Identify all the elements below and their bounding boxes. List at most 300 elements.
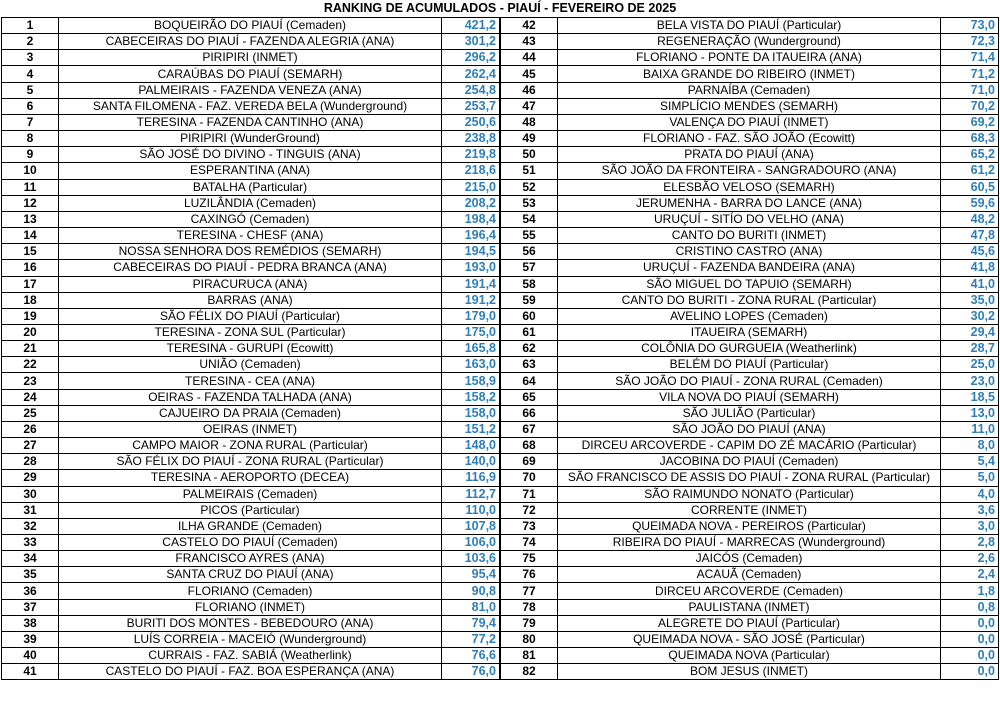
rank-position: 74: [501, 535, 558, 551]
rainfall-value: 193,0: [442, 260, 500, 276]
table-row: [501, 98, 999, 114]
rainfall-value: 70,2: [941, 98, 999, 114]
rainfall-value: 0,0: [941, 615, 999, 631]
table-row: [501, 228, 999, 244]
table-row: [2, 228, 500, 244]
table-row: [501, 648, 999, 664]
table-row: [501, 324, 999, 340]
table-row: [501, 567, 999, 583]
station-name: CANTO DO BURITI (INMET): [558, 228, 941, 244]
rank-position: 67: [501, 421, 558, 437]
rank-position: 20: [2, 324, 59, 340]
rainfall-value: 72,3: [941, 34, 999, 50]
rank-position: 80: [501, 631, 558, 647]
rainfall-value: 148,0: [442, 438, 500, 454]
station-name: BOM JESUS (INMET): [558, 664, 941, 680]
table-row: [501, 551, 999, 567]
rank-position: 82: [501, 664, 558, 680]
station-name: OEIRAS - FAZENDA TALHADA (ANA): [59, 389, 442, 405]
rainfall-value: 35,0: [941, 292, 999, 308]
rank-position: 58: [501, 276, 558, 292]
station-name: ALEGRETE DO PIAUÍ (Particular): [558, 615, 941, 631]
rank-position: 79: [501, 615, 558, 631]
station-name: BATALHA (Particular): [59, 179, 442, 195]
table-row: [2, 341, 500, 357]
rank-position: 63: [501, 357, 558, 373]
rainfall-value: 3,0: [941, 518, 999, 534]
rainfall-value: 219,8: [442, 147, 500, 163]
rank-position: 78: [501, 599, 558, 615]
rank-position: 71: [501, 486, 558, 502]
rainfall-value: 158,9: [442, 373, 500, 389]
table-row: [501, 147, 999, 163]
station-name: SÃO JULIÃO (Particular): [558, 405, 941, 421]
rank-position: 4: [2, 66, 59, 82]
rainfall-value: 163,0: [442, 357, 500, 373]
rainfall-value: 0,0: [941, 664, 999, 680]
table-row: [501, 50, 999, 66]
rainfall-value: 0,8: [941, 599, 999, 615]
rainfall-value: 110,0: [442, 502, 500, 518]
rainfall-value: 112,7: [442, 486, 500, 502]
rank-position: 17: [2, 276, 59, 292]
rank-position: 68: [501, 438, 558, 454]
rank-position: 48: [501, 114, 558, 130]
rainfall-value: 29,4: [941, 324, 999, 340]
rainfall-value: 191,4: [442, 276, 500, 292]
rank-position: 39: [2, 631, 59, 647]
station-name: PIRIPIRI (INMET): [59, 50, 442, 66]
rainfall-value: 71,2: [941, 66, 999, 82]
rainfall-value: 116,9: [442, 470, 500, 486]
rank-position: 46: [501, 82, 558, 98]
table-row: [501, 292, 999, 308]
rank-position: 5: [2, 82, 59, 98]
station-name: PICOS (Particular): [59, 502, 442, 518]
rank-position: 59: [501, 292, 558, 308]
rank-position: 77: [501, 583, 558, 599]
table-row: [2, 599, 500, 615]
table-row: [501, 179, 999, 195]
rainfall-value: 61,2: [941, 163, 999, 179]
table-row: [501, 195, 999, 211]
table-row: [501, 114, 999, 130]
station-name: ILHA GRANDE (Cemaden): [59, 518, 442, 534]
rank-position: 55: [501, 228, 558, 244]
station-name: TERESINA - GURUPI (Ecowitt): [59, 341, 442, 357]
rainfall-value: 191,2: [442, 292, 500, 308]
rank-position: 29: [2, 470, 59, 486]
rank-position: 66: [501, 405, 558, 421]
table-row: [2, 324, 500, 340]
rainfall-value: 95,4: [442, 567, 500, 583]
rank-position: 9: [2, 147, 59, 163]
station-name: QUEIMADA NOVA - SÃO JOSÉ (Particular): [558, 631, 941, 647]
station-name: FLORIANO (Cemaden): [59, 583, 442, 599]
station-name: VALENÇA DO PIAUÍ (INMET): [558, 114, 941, 130]
rainfall-value: 77,2: [442, 631, 500, 647]
rainfall-value: 69,2: [941, 114, 999, 130]
table-row: [501, 357, 999, 373]
rank-position: 45: [501, 66, 558, 82]
table-row: [2, 308, 500, 324]
table-row: [2, 631, 500, 647]
station-name: SÃO FÉLIX DO PIAUÍ (Particular): [59, 308, 442, 324]
rank-position: 60: [501, 308, 558, 324]
table-row: [2, 244, 500, 260]
station-name: DIRCEU ARCOVERDE - CAPIM DO ZÉ MACÁRIO (Particular): [558, 438, 941, 454]
rainfall-value: 151,2: [442, 421, 500, 437]
station-name: OEIRAS (INMET): [59, 421, 442, 437]
station-name: LUÍS CORREIA - MACEIÓ (Wunderground): [59, 631, 442, 647]
rank-position: 54: [501, 211, 558, 227]
rainfall-value: 198,4: [442, 211, 500, 227]
rank-position: 44: [501, 50, 558, 66]
table-row: [501, 438, 999, 454]
rainfall-value: 218,6: [442, 163, 500, 179]
table-row: [2, 438, 500, 454]
rank-position: 76: [501, 567, 558, 583]
table-row: [501, 615, 999, 631]
rainfall-value: 41,0: [941, 276, 999, 292]
rank-position: 65: [501, 389, 558, 405]
rank-position: 36: [2, 583, 59, 599]
station-name: CAJUEIRO DA PRAIA (Cemaden): [59, 405, 442, 421]
table-row: [501, 66, 999, 82]
table-row: [501, 82, 999, 98]
rank-position: 52: [501, 179, 558, 195]
table-row: [2, 470, 500, 486]
station-name: QUEIMADA NOVA - PEREIROS (Particular): [558, 518, 941, 534]
table-row: [2, 163, 500, 179]
table-row: [501, 631, 999, 647]
rainfall-value: 65,2: [941, 147, 999, 163]
rank-position: 6: [2, 98, 59, 114]
table-row: [2, 18, 500, 34]
rank-position: 57: [501, 260, 558, 276]
table-row: [501, 34, 999, 50]
rainfall-value: 23,0: [941, 373, 999, 389]
rainfall-value: 25,0: [941, 357, 999, 373]
rank-position: 34: [2, 551, 59, 567]
station-name: CANTO DO BURITI - ZONA RURAL (Particular): [558, 292, 941, 308]
table-row: [2, 195, 500, 211]
rainfall-value: 73,0: [941, 18, 999, 34]
rank-position: 73: [501, 518, 558, 534]
station-name: SÃO FRANCISCO DE ASSIS DO PIAUÍ - ZONA RURAL (Particular): [558, 470, 941, 486]
station-name: CASTELO DO PIAUÍ - FAZ. BOA ESPERANÇA (ANA): [59, 664, 442, 680]
rank-position: 42: [501, 18, 558, 34]
station-name: CABECEIRAS DO PIAUÍ - PEDRA BRANCA (ANA): [59, 260, 442, 276]
rainfall-value: 208,2: [442, 195, 500, 211]
station-name: BELA VISTA DO PIAUÍ (Particular): [558, 18, 941, 34]
station-name: SÃO MIGUEL DO TAPUIO (SEMARH): [558, 276, 941, 292]
table-row: [2, 373, 500, 389]
table-row: [501, 373, 999, 389]
rainfall-value: 18,5: [941, 389, 999, 405]
table-row: [2, 567, 500, 583]
rank-position: 27: [2, 438, 59, 454]
rank-position: 61: [501, 324, 558, 340]
rainfall-value: 301,2: [442, 34, 500, 50]
table-row: [2, 648, 500, 664]
ranking-table-left: [1, 17, 500, 680]
table-row: [2, 357, 500, 373]
station-name: DIRCEU ARCOVERDE (Cemaden): [558, 583, 941, 599]
station-name: UNIÃO (Cemaden): [59, 357, 442, 373]
table-row: [501, 341, 999, 357]
table-row: [501, 454, 999, 470]
table-row: [2, 211, 500, 227]
rank-position: 19: [2, 308, 59, 324]
station-name: JACOBINA DO PIAUÍ (Cemaden): [558, 454, 941, 470]
station-name: PARNAÍBA (Cemaden): [558, 82, 941, 98]
station-name: TERESINA - CEA (ANA): [59, 373, 442, 389]
rainfall-value: 253,7: [442, 98, 500, 114]
table-row: [501, 163, 999, 179]
rank-position: 13: [2, 211, 59, 227]
table-row: [2, 454, 500, 470]
station-name: TERESINA - FAZENDA CANTINHO (ANA): [59, 114, 442, 130]
table-row: [2, 179, 500, 195]
rainfall-value: 90,8: [442, 583, 500, 599]
station-name: LUZILÂNDIA (Cemaden): [59, 195, 442, 211]
rainfall-value: 81,0: [442, 599, 500, 615]
station-name: FRANCISCO AYRES (ANA): [59, 551, 442, 567]
station-name: SÃO FÉLIX DO PIAUÍ - ZONA RURAL (Particular): [59, 454, 442, 470]
rainfall-value: 8,0: [941, 438, 999, 454]
rank-position: 23: [2, 373, 59, 389]
table-row: [501, 260, 999, 276]
rainfall-value: 0,0: [941, 648, 999, 664]
station-name: TERESINA - AEROPORTO (DECEA): [59, 470, 442, 486]
table-row: [2, 551, 500, 567]
table-row: [2, 98, 500, 114]
table-row: [501, 599, 999, 615]
rank-position: 81: [501, 648, 558, 664]
table-row: [2, 486, 500, 502]
rainfall-value: 158,2: [442, 389, 500, 405]
rank-position: 28: [2, 454, 59, 470]
page-title: RANKING DE ACUMULADOS - PIAUÍ - FEVEREIRO DE 2025: [323, 1, 677, 15]
rank-position: 50: [501, 147, 558, 163]
station-name: ITAUEIRA (SEMARH): [558, 324, 941, 340]
station-name: FLORIANO - FAZ. SÃO JOÃO (Ecowitt): [558, 131, 941, 147]
station-name: QUEIMADA NOVA (Particular): [558, 648, 941, 664]
rank-position: 22: [2, 357, 59, 373]
station-name: URUÇUÍ - FAZENDA BANDEIRA (ANA): [558, 260, 941, 276]
rank-position: 40: [2, 648, 59, 664]
station-name: PRATA DO PIAUÍ (ANA): [558, 147, 941, 163]
rainfall-value: 47,8: [941, 228, 999, 244]
rank-position: 18: [2, 292, 59, 308]
table-row: [2, 292, 500, 308]
rank-position: 24: [2, 389, 59, 405]
station-name: PALMEIRAIS - FAZENDA VENEZA (ANA): [59, 82, 442, 98]
table-row: [2, 34, 500, 50]
rank-position: 70: [501, 470, 558, 486]
table-row: [2, 583, 500, 599]
station-name: SÃO JOÃO DA FRONTEIRA - SANGRADOURO (ANA): [558, 163, 941, 179]
rainfall-value: 250,6: [442, 114, 500, 130]
station-name: RIBEIRA DO PIAUÍ - MARRECAS (Wunderground): [558, 535, 941, 551]
rainfall-value: 76,0: [442, 664, 500, 680]
rainfall-value: 2,8: [941, 535, 999, 551]
station-name: CARAÚBAS DO PIAUÍ (SEMARH): [59, 66, 442, 82]
rainfall-value: 262,4: [442, 66, 500, 82]
rank-position: 14: [2, 228, 59, 244]
table-row: [501, 389, 999, 405]
rainfall-value: 196,4: [442, 228, 500, 244]
station-name: FLORIANO (INMET): [59, 599, 442, 615]
rank-position: 38: [2, 615, 59, 631]
rank-position: 69: [501, 454, 558, 470]
station-name: SÃO JOÃO DO PIAUÍ (ANA): [558, 421, 941, 437]
station-name: AVELINO LOPES (Cemaden): [558, 308, 941, 324]
table-row: [501, 18, 999, 34]
table-row: [2, 615, 500, 631]
rainfall-value: 41,8: [941, 260, 999, 276]
station-name: REGENERAÇÃO (Wunderground): [558, 34, 941, 50]
rainfall-value: 103,6: [442, 551, 500, 567]
station-name: ELESBÃO VELOSO (SEMARH): [558, 179, 941, 195]
rainfall-value: 71,4: [941, 50, 999, 66]
rainfall-value: 28,7: [941, 341, 999, 357]
rainfall-value: 71,0: [941, 82, 999, 98]
rainfall-value: 106,0: [442, 535, 500, 551]
rank-position: 41: [2, 664, 59, 680]
station-name: CABECEIRAS DO PIAUÍ - FAZENDA ALEGRIA (ANA): [59, 34, 442, 50]
rank-position: 62: [501, 341, 558, 357]
station-name: BOQUEIRÃO DO PIAUÍ (Cemaden): [59, 18, 442, 34]
rainfall-value: 179,0: [442, 308, 500, 324]
rank-position: 7: [2, 114, 59, 130]
rank-position: 47: [501, 98, 558, 114]
station-name: CURRAIS - FAZ. SABIÁ (Weatherlink): [59, 648, 442, 664]
table-row: [501, 421, 999, 437]
rainfall-value: 79,4: [442, 615, 500, 631]
rainfall-value: 13,0: [941, 405, 999, 421]
table-row: [501, 244, 999, 260]
station-name: SANTA CRUZ DO PIAUÍ (ANA): [59, 567, 442, 583]
rainfall-value: 140,0: [442, 454, 500, 470]
rainfall-value: 60,5: [941, 179, 999, 195]
rainfall-value: 1,8: [941, 583, 999, 599]
rainfall-value: 45,6: [941, 244, 999, 260]
rainfall-value: 296,2: [442, 50, 500, 66]
table-row: [501, 664, 999, 680]
rank-position: 64: [501, 373, 558, 389]
rainfall-value: 215,0: [442, 179, 500, 195]
rainfall-value: 158,0: [442, 405, 500, 421]
rank-position: 75: [501, 551, 558, 567]
rank-position: 56: [501, 244, 558, 260]
table-row: [2, 664, 500, 680]
station-name: SÃO JOÃO DO PIAUÍ - ZONA RURAL (Cemaden): [558, 373, 941, 389]
station-name: JERUMENHA - BARRA DO LANCE (ANA): [558, 195, 941, 211]
table-row: [501, 502, 999, 518]
rank-position: 72: [501, 502, 558, 518]
station-name: BURITI DOS MONTES - BEBEDOURO (ANA): [59, 615, 442, 631]
rank-position: 31: [2, 502, 59, 518]
rank-position: 10: [2, 163, 59, 179]
rainfall-value: 11,0: [941, 421, 999, 437]
rainfall-value: 254,8: [442, 82, 500, 98]
rank-position: 32: [2, 518, 59, 534]
table-row: [2, 131, 500, 147]
rank-position: 37: [2, 599, 59, 615]
station-name: PIRIPIRI (WunderGround): [59, 131, 442, 147]
table-row: [501, 583, 999, 599]
station-name: BARRAS (ANA): [59, 292, 442, 308]
table-row: [501, 405, 999, 421]
station-name: SIMPLÍCIO MENDES (SEMARH): [558, 98, 941, 114]
table-row: [2, 535, 500, 551]
rainfall-value: 48,2: [941, 211, 999, 227]
rainfall-value: 107,8: [442, 518, 500, 534]
table-row: [2, 147, 500, 163]
station-name: PALMEIRAIS (Cemaden): [59, 486, 442, 502]
table-row: [501, 211, 999, 227]
table-row: [501, 470, 999, 486]
station-name: SÃO RAIMUNDO NONATO (Particular): [558, 486, 941, 502]
rank-position: 3: [2, 50, 59, 66]
rainfall-value: 0,0: [941, 631, 999, 647]
table-row: [501, 308, 999, 324]
rainfall-value: 68,3: [941, 131, 999, 147]
table-row: [2, 502, 500, 518]
station-name: CAXINGÓ (Cemaden): [59, 211, 442, 227]
station-name: SÃO JOSÉ DO DIVINO - TINGUIS (ANA): [59, 147, 442, 163]
station-name: TERESINA - ZONA SUL (Particular): [59, 324, 442, 340]
station-name: ACAUÃ (Cemaden): [558, 567, 941, 583]
rank-position: 11: [2, 179, 59, 195]
rainfall-value: 175,0: [442, 324, 500, 340]
station-name: TERESINA - CHESF (ANA): [59, 228, 442, 244]
table-row: [2, 82, 500, 98]
table-row: [501, 518, 999, 534]
table-row: [2, 518, 500, 534]
table-row: [501, 276, 999, 292]
rank-position: 21: [2, 341, 59, 357]
station-name: FLORIANO - PONTE DA ITAUEIRA (ANA): [558, 50, 941, 66]
rainfall-value: 5,0: [941, 470, 999, 486]
rainfall-value: 59,6: [941, 195, 999, 211]
rank-position: 1: [2, 18, 59, 34]
station-name: CORRENTE (INMET): [558, 502, 941, 518]
rainfall-value: 238,8: [442, 131, 500, 147]
rank-position: 12: [2, 195, 59, 211]
rainfall-value: 5,4: [941, 454, 999, 470]
table-row: [2, 421, 500, 437]
station-name: JAICÓS (Cemaden): [558, 551, 941, 567]
rainfall-value: 2,6: [941, 551, 999, 567]
table-row: [2, 405, 500, 421]
rank-position: 35: [2, 567, 59, 583]
rank-position: 43: [501, 34, 558, 50]
station-name: COLÔNIA DO GURGUEIA (Weatherlink): [558, 341, 941, 357]
table-row: [2, 114, 500, 130]
table-row: [2, 66, 500, 82]
ranking-table-right: [500, 17, 999, 680]
station-name: BAIXA GRANDE DO RIBEIRO (INMET): [558, 66, 941, 82]
rainfall-value: 30,2: [941, 308, 999, 324]
station-name: CASTELO DO PIAUÍ (Cemaden): [59, 535, 442, 551]
station-name: CAMPO MAIOR - ZONA RURAL (Particular): [59, 438, 442, 454]
rank-position: 33: [2, 535, 59, 551]
table-row: [2, 50, 500, 66]
rank-position: 8: [2, 131, 59, 147]
